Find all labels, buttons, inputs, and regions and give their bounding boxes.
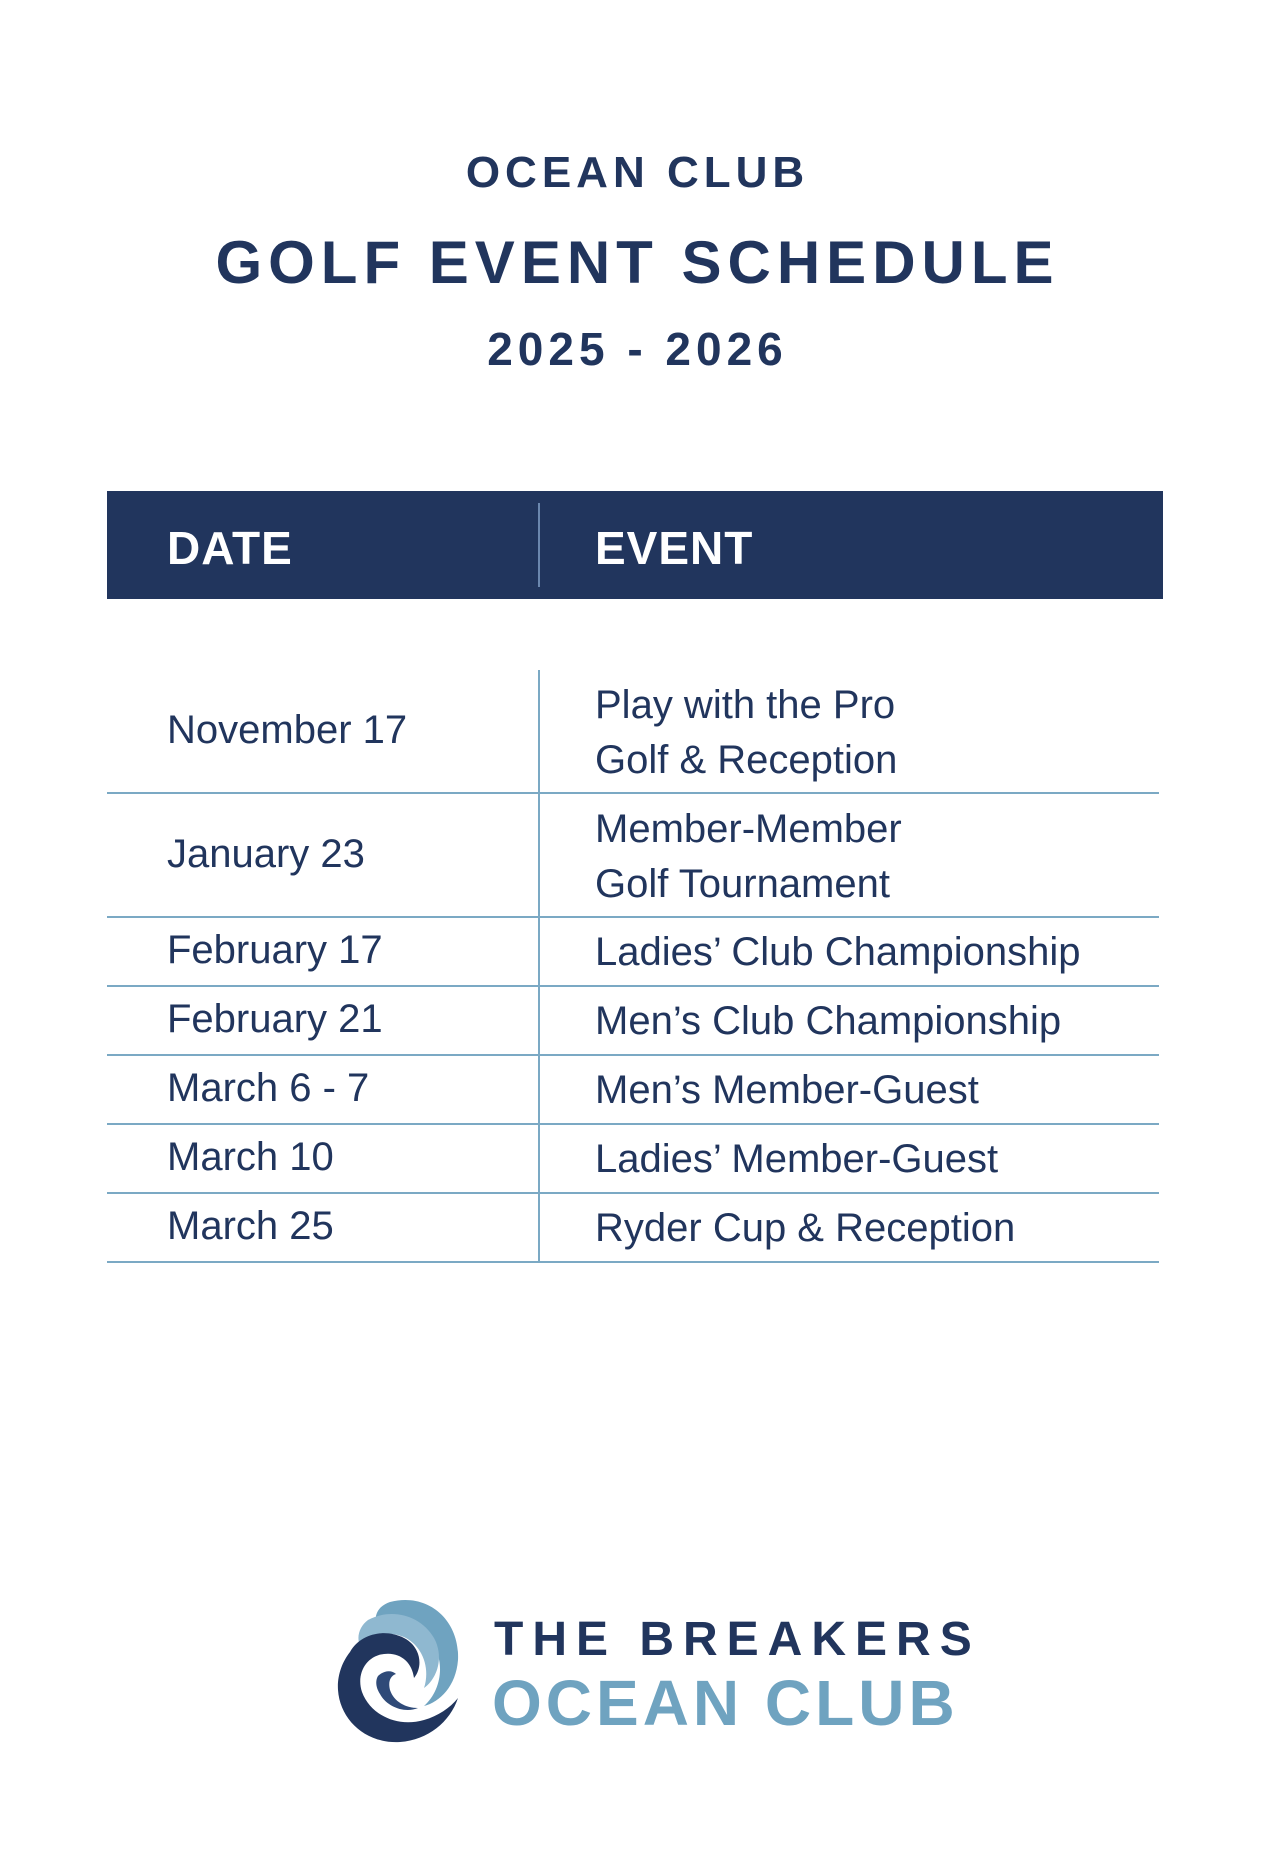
table-row — [107, 918, 1159, 987]
column-header-date: DATE — [167, 522, 293, 574]
event-name-line: Play with the Pro — [595, 683, 896, 727]
logo-text-line1: THE BREAKERS — [494, 1613, 981, 1666]
column-divider — [538, 670, 540, 794]
table-row — [107, 1194, 1159, 1263]
table-row — [107, 670, 1159, 794]
column-divider — [538, 918, 540, 987]
event-name — [595, 802, 902, 912]
event-name — [595, 678, 897, 788]
table-row — [107, 1125, 1159, 1194]
table-row — [107, 987, 1159, 1056]
column-divider — [538, 794, 540, 918]
column-divider — [538, 503, 540, 587]
event-date: March 6 - 7 — [167, 1066, 370, 1110]
column-divider — [538, 1056, 540, 1125]
event-name-line: Golf Tournament — [595, 862, 890, 906]
event-date: February 17 — [167, 928, 383, 972]
event-name: Ladies’ Member-Guest — [595, 1137, 999, 1181]
event-date: February 21 — [167, 997, 383, 1041]
event-date: March 25 — [167, 1204, 334, 1248]
table-row — [107, 1056, 1159, 1125]
column-divider — [538, 1194, 540, 1263]
event-date: March 10 — [167, 1135, 334, 1179]
event-date: November 17 — [167, 708, 408, 752]
column-header-event: EVENT — [595, 522, 754, 574]
event-name: Men’s Club Championship — [595, 999, 1062, 1043]
table-row — [107, 794, 1159, 918]
event-name: Ryder Cup & Reception — [595, 1206, 1016, 1250]
column-divider — [538, 1125, 540, 1194]
event-name: Men’s Member-Guest — [595, 1068, 979, 1112]
wave-logo-icon — [320, 1590, 470, 1750]
logo-text-line2: OCEAN CLUB — [492, 1667, 959, 1739]
column-divider — [538, 987, 540, 1056]
event-date: January 23 — [167, 832, 365, 876]
event-name-line: Member-Member — [595, 807, 902, 851]
page-title: GOLF EVENT SCHEDULE — [215, 229, 1060, 296]
event-name: Ladies’ Club Championship — [595, 930, 1081, 974]
event-name-line: Golf & Reception — [595, 738, 898, 782]
season-years: 2025 - 2026 — [487, 323, 788, 375]
breakers-logo — [320, 1590, 981, 1750]
table-header — [107, 491, 1163, 599]
schedule-table-body — [107, 670, 1159, 1263]
club-name: OCEAN CLUB — [465, 148, 810, 197]
